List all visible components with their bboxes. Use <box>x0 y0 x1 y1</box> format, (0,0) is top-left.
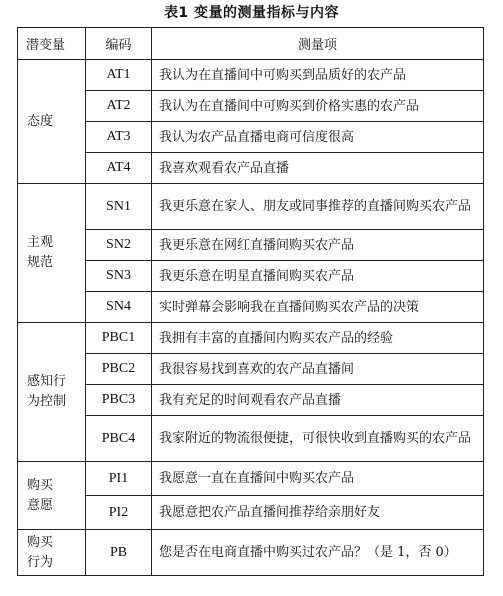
item-cell: 我有充足的时间观看农产品直播 <box>152 385 484 416</box>
variable-subjective-norm: 主观 规范 <box>18 184 86 323</box>
table-title: 表1 变量的测量指标与内容 <box>163 5 340 21</box>
table-row <box>18 530 484 576</box>
item-cell: 我很容易找到喜欢的农产品直播间 <box>152 354 484 385</box>
table-row <box>18 354 484 385</box>
table-row <box>18 230 484 261</box>
code-cell: PBC3 <box>86 385 152 416</box>
item-cell: 我认为农产品直播电商可信度很高 <box>152 122 484 153</box>
header-row <box>18 28 484 60</box>
code-cell: SN2 <box>86 230 152 261</box>
table-row <box>18 184 484 230</box>
item-cell: 实时弹幕会影响我在直播间购买农产品的决策 <box>152 292 484 323</box>
code-cell: PI2 <box>86 496 152 530</box>
table-row <box>18 323 484 354</box>
item-cell: 我喜欢观看农产品直播 <box>152 153 484 184</box>
item-cell: 我更乐意在网红直播间购买农产品 <box>152 230 484 261</box>
table-row <box>18 60 484 91</box>
variable-perceived-behavioral-control: 感知行 为控制 <box>18 323 86 462</box>
code-cell: PI1 <box>86 462 152 496</box>
header-variable: 潜变量 <box>18 28 86 60</box>
item-cell: 您是否在电商直播中购买过农产品？（是 1，否 0） <box>152 530 484 576</box>
table-row <box>18 91 484 122</box>
table-row <box>18 416 484 462</box>
code-cell: AT4 <box>86 153 152 184</box>
item-cell: 我认为在直播间中可购买到品质好的农产品 <box>152 60 484 91</box>
table-row <box>18 261 484 292</box>
variable-purchase-intention: 购买 意愿 <box>18 462 86 530</box>
header-code: 编码 <box>86 28 152 60</box>
code-cell: PB <box>86 530 152 576</box>
code-cell: AT3 <box>86 122 152 153</box>
header-item: 测量项 <box>152 28 484 60</box>
table-row <box>18 385 484 416</box>
item-cell: 我拥有丰富的直播间内购买农产品的经验 <box>152 323 484 354</box>
variable-attitude: 态度 <box>18 60 86 184</box>
table-row <box>18 153 484 184</box>
code-cell: PBC1 <box>86 323 152 354</box>
item-cell: 我更乐意在明星直播间购买农产品 <box>152 261 484 292</box>
code-cell: PBC2 <box>86 354 152 385</box>
item-cell: 我家附近的物流很便捷，可很快收到直播购买的农产品 <box>152 416 484 462</box>
table-row <box>18 462 484 496</box>
item-cell: 我更乐意在家人、朋友或同事推荐的直播间购买农产品 <box>152 184 484 230</box>
table-row <box>18 292 484 323</box>
variable-purchase-behavior: 购买 行为 <box>18 530 86 576</box>
item-cell: 我愿意一直在直播间中购买农产品 <box>152 462 484 496</box>
code-cell: AT2 <box>86 91 152 122</box>
code-cell: SN1 <box>86 184 152 230</box>
code-cell: AT1 <box>86 60 152 91</box>
measurement-table <box>17 27 484 576</box>
code-cell: SN3 <box>86 261 152 292</box>
item-cell: 我愿意把农产品直播间推荐给亲朋好友 <box>152 496 484 530</box>
item-cell: 我认为在直播间中可购买到价格实惠的农产品 <box>152 91 484 122</box>
table-row <box>18 122 484 153</box>
code-cell: SN4 <box>86 292 152 323</box>
table-row <box>18 496 484 530</box>
code-cell: PBC4 <box>86 416 152 462</box>
